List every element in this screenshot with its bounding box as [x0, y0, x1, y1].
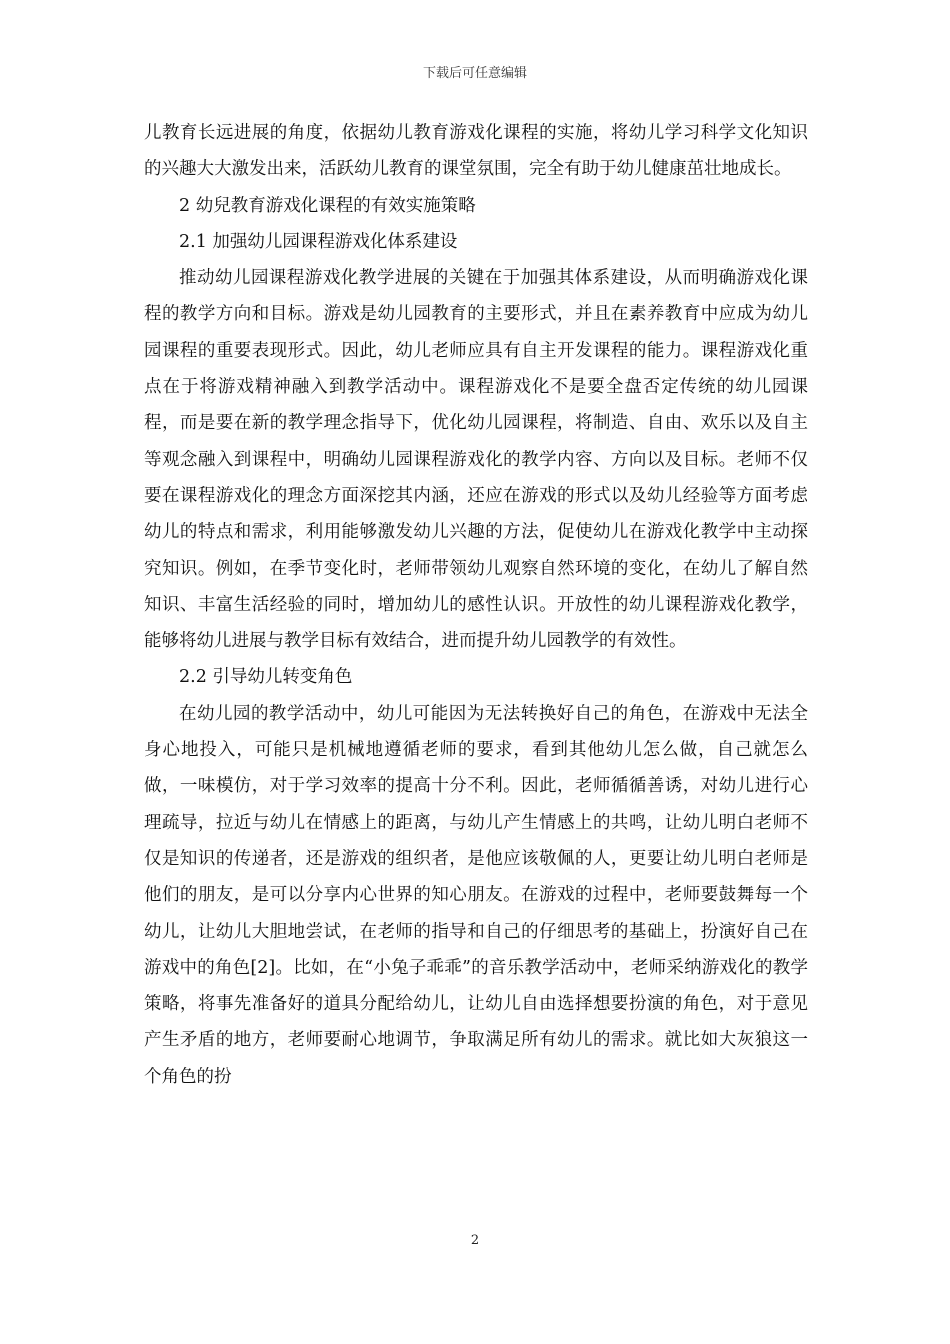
page-header: 下载后可任意编辑: [422, 66, 527, 81]
page-number: 2: [470, 1233, 480, 1248]
document-body: [144, 115, 808, 1095]
paragraph-continuation: 儿教育长远进展的角度，依据幼儿教育游戏化课程的实施，将幼儿学习科学文化知识的兴趣大大激发出来，活跃幼儿教育的课堂氛围，完全有助于幼儿健康茁壮地成长。: [144, 123, 808, 180]
paragraph-2-2: 在幼儿园的教学活动中，幼儿可能因为无法转换好自己的角色，在游戏中无法全身心地投入，可能只是机械地遵循老师的要求，看到其他幼儿怎么做，自己就怎么做，一味模仿，对于学习效率的提高十分不利。因此，老师循循善诱，对幼儿进行心理疏导，拉近与幼儿在情感上的距离，与幼儿产生情感上的共鸣，让幼儿明白老师不仅是知识的传递者，还是游戏的组织者，是他应该敬佩的人，更要让幼儿明白老师是他们的朋友，是可以分享内心世界的知心朋友。在游戏的过程中，老师要鼓舞每一个幼儿，让幼儿大胆地尝试，在老师的指导和自己的仔细思考的基础上，扮演好自己在游戏中的角色[2]。比如，在“小兔子乖乖”的音乐教学活动中，老师采纳游戏化的教学策略，将事先准备好的道具分配给幼儿，让幼儿自由选择想要扮演的角色，对于意见产生矛盾的地方，老师要耐心地调节，争取满足所有幼儿的需求。就比如大灰狼这一个角色的扮: [144, 703, 808, 1087]
paragraph-2-1: 推动幼儿园课程游戏化教学进展的关键在于加强其体系建设，从而明确游戏化课程的教学方向和目标。游戏是幼儿园教育的主要形式，并且在素养教育中应成为幼儿园课程的重要表现形式。因此，幼儿老师应具有自主开发课程的能力。课程游戏化重点在于将游戏精神融入到教学活动中。课程游戏化不是要全盘否定传统的幼儿园课程，而是要在新的教学理念指导下，优化幼儿园课程，将制造、自由、欢乐以及自主等观念融入到课程中，明确幼儿园课程游戏化的教学内容、方向以及目标。老师不仅要在课程游戏化的理念方面深挖其内涵，还应在游戏的形式以及幼儿经验等方面考虑幼儿的特点和需求，利用能够激发幼儿兴趣的方法，促使幼儿在游戏化教学中主动探究知识。例如，在季节变化时，老师带领幼儿观察自然环境的变化，在幼儿了解自然知识、丰富生活经验的同时，增加幼儿的感性认识。开放性的幼儿课程游戏化教学，能够将幼儿进展与教学目标有效结合，进而提升幼儿园教学的有效性。: [144, 268, 808, 652]
subsection-heading-2-1: 2.1 加强幼儿园课程游戏化体系建设: [179, 231, 458, 252]
section-heading-2: 2 幼兒教育游戏化课程的有效实施策略: [179, 195, 476, 216]
subsection-heading-2-2: 2.2 引导幼儿转变角色: [179, 667, 353, 688]
